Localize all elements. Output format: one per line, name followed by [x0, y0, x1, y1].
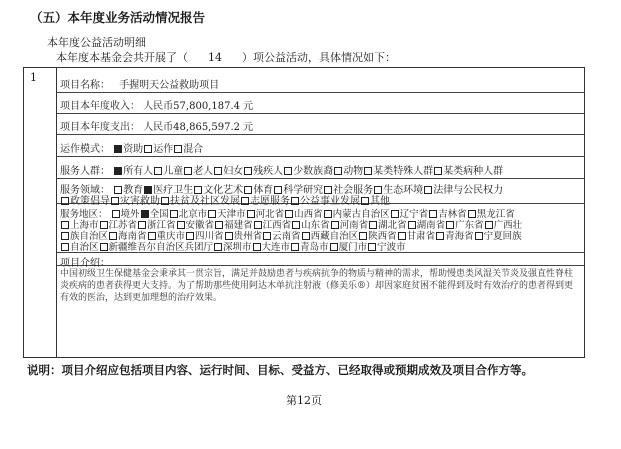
divider	[57, 265, 585, 266]
option-label: 上海市	[70, 220, 99, 231]
page-number: 第12页	[286, 394, 322, 407]
sub-title: 本年度公益活动明细	[47, 36, 146, 49]
option-label: 江西省	[262, 220, 292, 231]
option-checkbox[interactable]	[100, 243, 108, 251]
option-checkbox[interactable]	[184, 167, 192, 175]
option-label: 妇女	[223, 166, 244, 177]
mode-row	[60, 140, 203, 155]
option-label: 老人	[193, 166, 214, 177]
regions-row-4	[60, 239, 406, 253]
option-label: 文化艺术	[203, 185, 244, 196]
option-label: 医疗卫生	[153, 185, 194, 196]
option-checkbox[interactable]	[154, 167, 162, 175]
option-label: 辽宁省	[399, 209, 429, 220]
option-checkbox[interactable]	[214, 243, 222, 251]
option-label: 科学研究	[283, 185, 324, 196]
project-index: 1	[30, 71, 37, 84]
option-label: 青海省	[445, 231, 474, 242]
project-name-row	[60, 76, 219, 91]
option-checkbox[interactable]	[368, 243, 376, 251]
option-checkbox[interactable]	[364, 167, 372, 175]
option-label: 其他	[370, 196, 390, 207]
option-label: 混合	[183, 144, 204, 155]
option-checkbox[interactable]	[111, 197, 119, 205]
activity-summary	[56, 49, 396, 65]
income-unit: 元	[243, 101, 254, 112]
option-label: 教育	[123, 185, 144, 196]
option-label: 族自治区	[70, 231, 109, 242]
people-row	[60, 162, 503, 177]
project-name-value: 手握明天公益救助项目	[119, 80, 220, 91]
option-label: 公益事业发展	[300, 196, 360, 207]
summary-prefix: 本年度本基金会共开展了（	[56, 51, 188, 64]
option-checkbox[interactable]	[424, 186, 432, 194]
people-options	[113, 166, 503, 177]
option-label: 资助	[123, 144, 144, 155]
option-label: 自治区	[70, 242, 99, 253]
section-heading: （五）本年度业务活动情况报告	[30, 10, 206, 25]
option-label: 全国	[149, 209, 169, 220]
option-label: 湖南省	[416, 220, 446, 231]
expense-row	[60, 118, 253, 133]
option-checkbox[interactable]	[436, 232, 444, 240]
divider	[57, 92, 585, 93]
option-label: 安徽省	[185, 220, 215, 231]
option-checkbox[interactable]	[291, 197, 299, 205]
option-checkbox[interactable]	[475, 232, 483, 240]
option-label: 海南省	[118, 231, 147, 242]
income-row	[60, 97, 253, 112]
option-label: 甘肃省	[406, 231, 436, 242]
option-label: 所有人	[123, 166, 154, 177]
option-label: 黑龙江省	[476, 209, 515, 220]
option-label: 山西省	[294, 209, 323, 220]
option-label: 扶贫及社区发展	[170, 196, 240, 207]
option-label: 天津市	[217, 209, 246, 220]
option-label: 吉林省	[438, 209, 467, 220]
fields-label: 服务领域：	[60, 185, 110, 196]
option-label: 重庆市	[156, 231, 186, 242]
regions-options-4	[60, 242, 406, 253]
option-label: 深圳市	[223, 242, 252, 253]
option-label: 四川省	[195, 231, 224, 242]
option-label: 动物	[343, 166, 364, 177]
people-label: 服务人群：	[60, 166, 110, 177]
income-value: 人民币57,800,187.4	[143, 101, 240, 112]
divider	[57, 156, 585, 157]
option-label: 新疆维吾尔自治区兵团厅	[108, 242, 214, 253]
option-label: 宁波市	[377, 242, 406, 253]
option-checkbox[interactable]	[284, 167, 292, 175]
option-checkbox[interactable]	[114, 167, 122, 175]
option-checkbox[interactable]	[434, 167, 442, 175]
option-label: 大连市	[261, 242, 291, 253]
option-label: 法律与公民权力	[433, 185, 504, 196]
option-label: 运作	[153, 144, 174, 155]
option-label: 体育	[253, 185, 274, 196]
divider	[57, 113, 585, 114]
option-checkbox[interactable]	[214, 167, 222, 175]
summary-suffix: ）项公益活动，具体情况如下：	[242, 51, 396, 64]
option-label: 政策倡导	[70, 196, 110, 207]
option-label: 浙江省	[147, 220, 176, 231]
option-checkbox[interactable]	[241, 197, 249, 205]
regions-label: 服务地区：	[60, 209, 108, 220]
option-label: 西藏自治区	[310, 231, 359, 242]
option-label: 河南省	[339, 220, 369, 231]
intro-text: 中国初级卫生保健基金会秉承其一贯宗旨，满足并鼓励患者与疾病抗争的物质与精神的需求，帮助慢患类风湿关节炎及强直性脊柱炎疾病的患者获得更大支持。为了帮助那些使用阿达木单抗注射液（修美乐®）却因家庭贫困不能得到及时有效治疗的患者得到更有效的医治，达到更加理想的治疗效果。	[60, 269, 574, 303]
index-column	[23, 67, 57, 358]
option-label: 江苏省	[108, 220, 138, 231]
fields-row-2	[60, 192, 390, 207]
option-label: 少数族裔	[293, 166, 334, 177]
divider	[57, 178, 585, 179]
option-label: 内蒙古自治区	[332, 209, 390, 220]
option-label: 某类病种人群	[443, 166, 504, 177]
option-checkbox[interactable]	[244, 167, 252, 175]
option-checkbox[interactable]	[253, 243, 261, 251]
option-label: 灾害救助	[120, 196, 160, 207]
divider	[57, 134, 585, 135]
expense-unit: 元	[243, 122, 254, 133]
option-label: 生态环境	[383, 185, 424, 196]
expense-value: 人民币48,865,597.2	[143, 122, 240, 133]
option-checkbox[interactable]	[61, 243, 69, 251]
option-checkbox[interactable]	[114, 145, 122, 153]
intro-label: 项目介绍：	[60, 258, 110, 269]
option-label: 某类特殊人群	[373, 166, 434, 177]
option-label: 山东省	[301, 220, 330, 231]
option-label: 志愿服务	[250, 196, 290, 207]
mode-options	[113, 144, 203, 155]
option-label: 北京市	[178, 209, 208, 220]
option-label: 云南省	[272, 231, 301, 242]
option-checkbox[interactable]	[144, 145, 152, 153]
option-label: 陕西省	[368, 231, 397, 242]
activity-count: 14	[208, 51, 222, 64]
option-label: 湖北省	[378, 220, 407, 231]
option-label: 广西壮	[493, 220, 523, 231]
income-label: 项目本年度收入：	[60, 101, 140, 112]
option-checkbox[interactable]	[330, 243, 338, 251]
option-checkbox[interactable]	[174, 145, 182, 153]
option-label: 社会服务	[333, 185, 374, 196]
option-checkbox[interactable]	[334, 167, 342, 175]
option-label: 境外	[120, 209, 140, 220]
option-checkbox[interactable]	[361, 197, 369, 205]
option-label: 厦门市	[338, 242, 368, 253]
expense-label: 项目本年度支出：	[60, 122, 140, 133]
option-label: 青岛市	[300, 242, 329, 253]
option-label: 宁夏回族	[483, 231, 522, 242]
option-checkbox[interactable]	[161, 197, 169, 205]
option-checkbox[interactable]	[61, 197, 69, 205]
option-label: 广东省	[455, 220, 484, 231]
option-checkbox[interactable]	[291, 243, 299, 251]
option-label: 残疾人	[253, 166, 284, 177]
option-label: 福建省	[224, 220, 253, 231]
project-name-label: 项目名称：	[60, 80, 110, 91]
option-label: 贵州省	[233, 231, 263, 242]
footnote: 说明：项目介绍应包括项目内容、运行时间、目标、受益方、已经取得或预期成效及项目合作方等。	[27, 363, 533, 377]
mode-label: 运作模式：	[60, 144, 110, 155]
option-label: 河北省	[255, 209, 285, 220]
option-label: 儿童	[163, 166, 184, 177]
